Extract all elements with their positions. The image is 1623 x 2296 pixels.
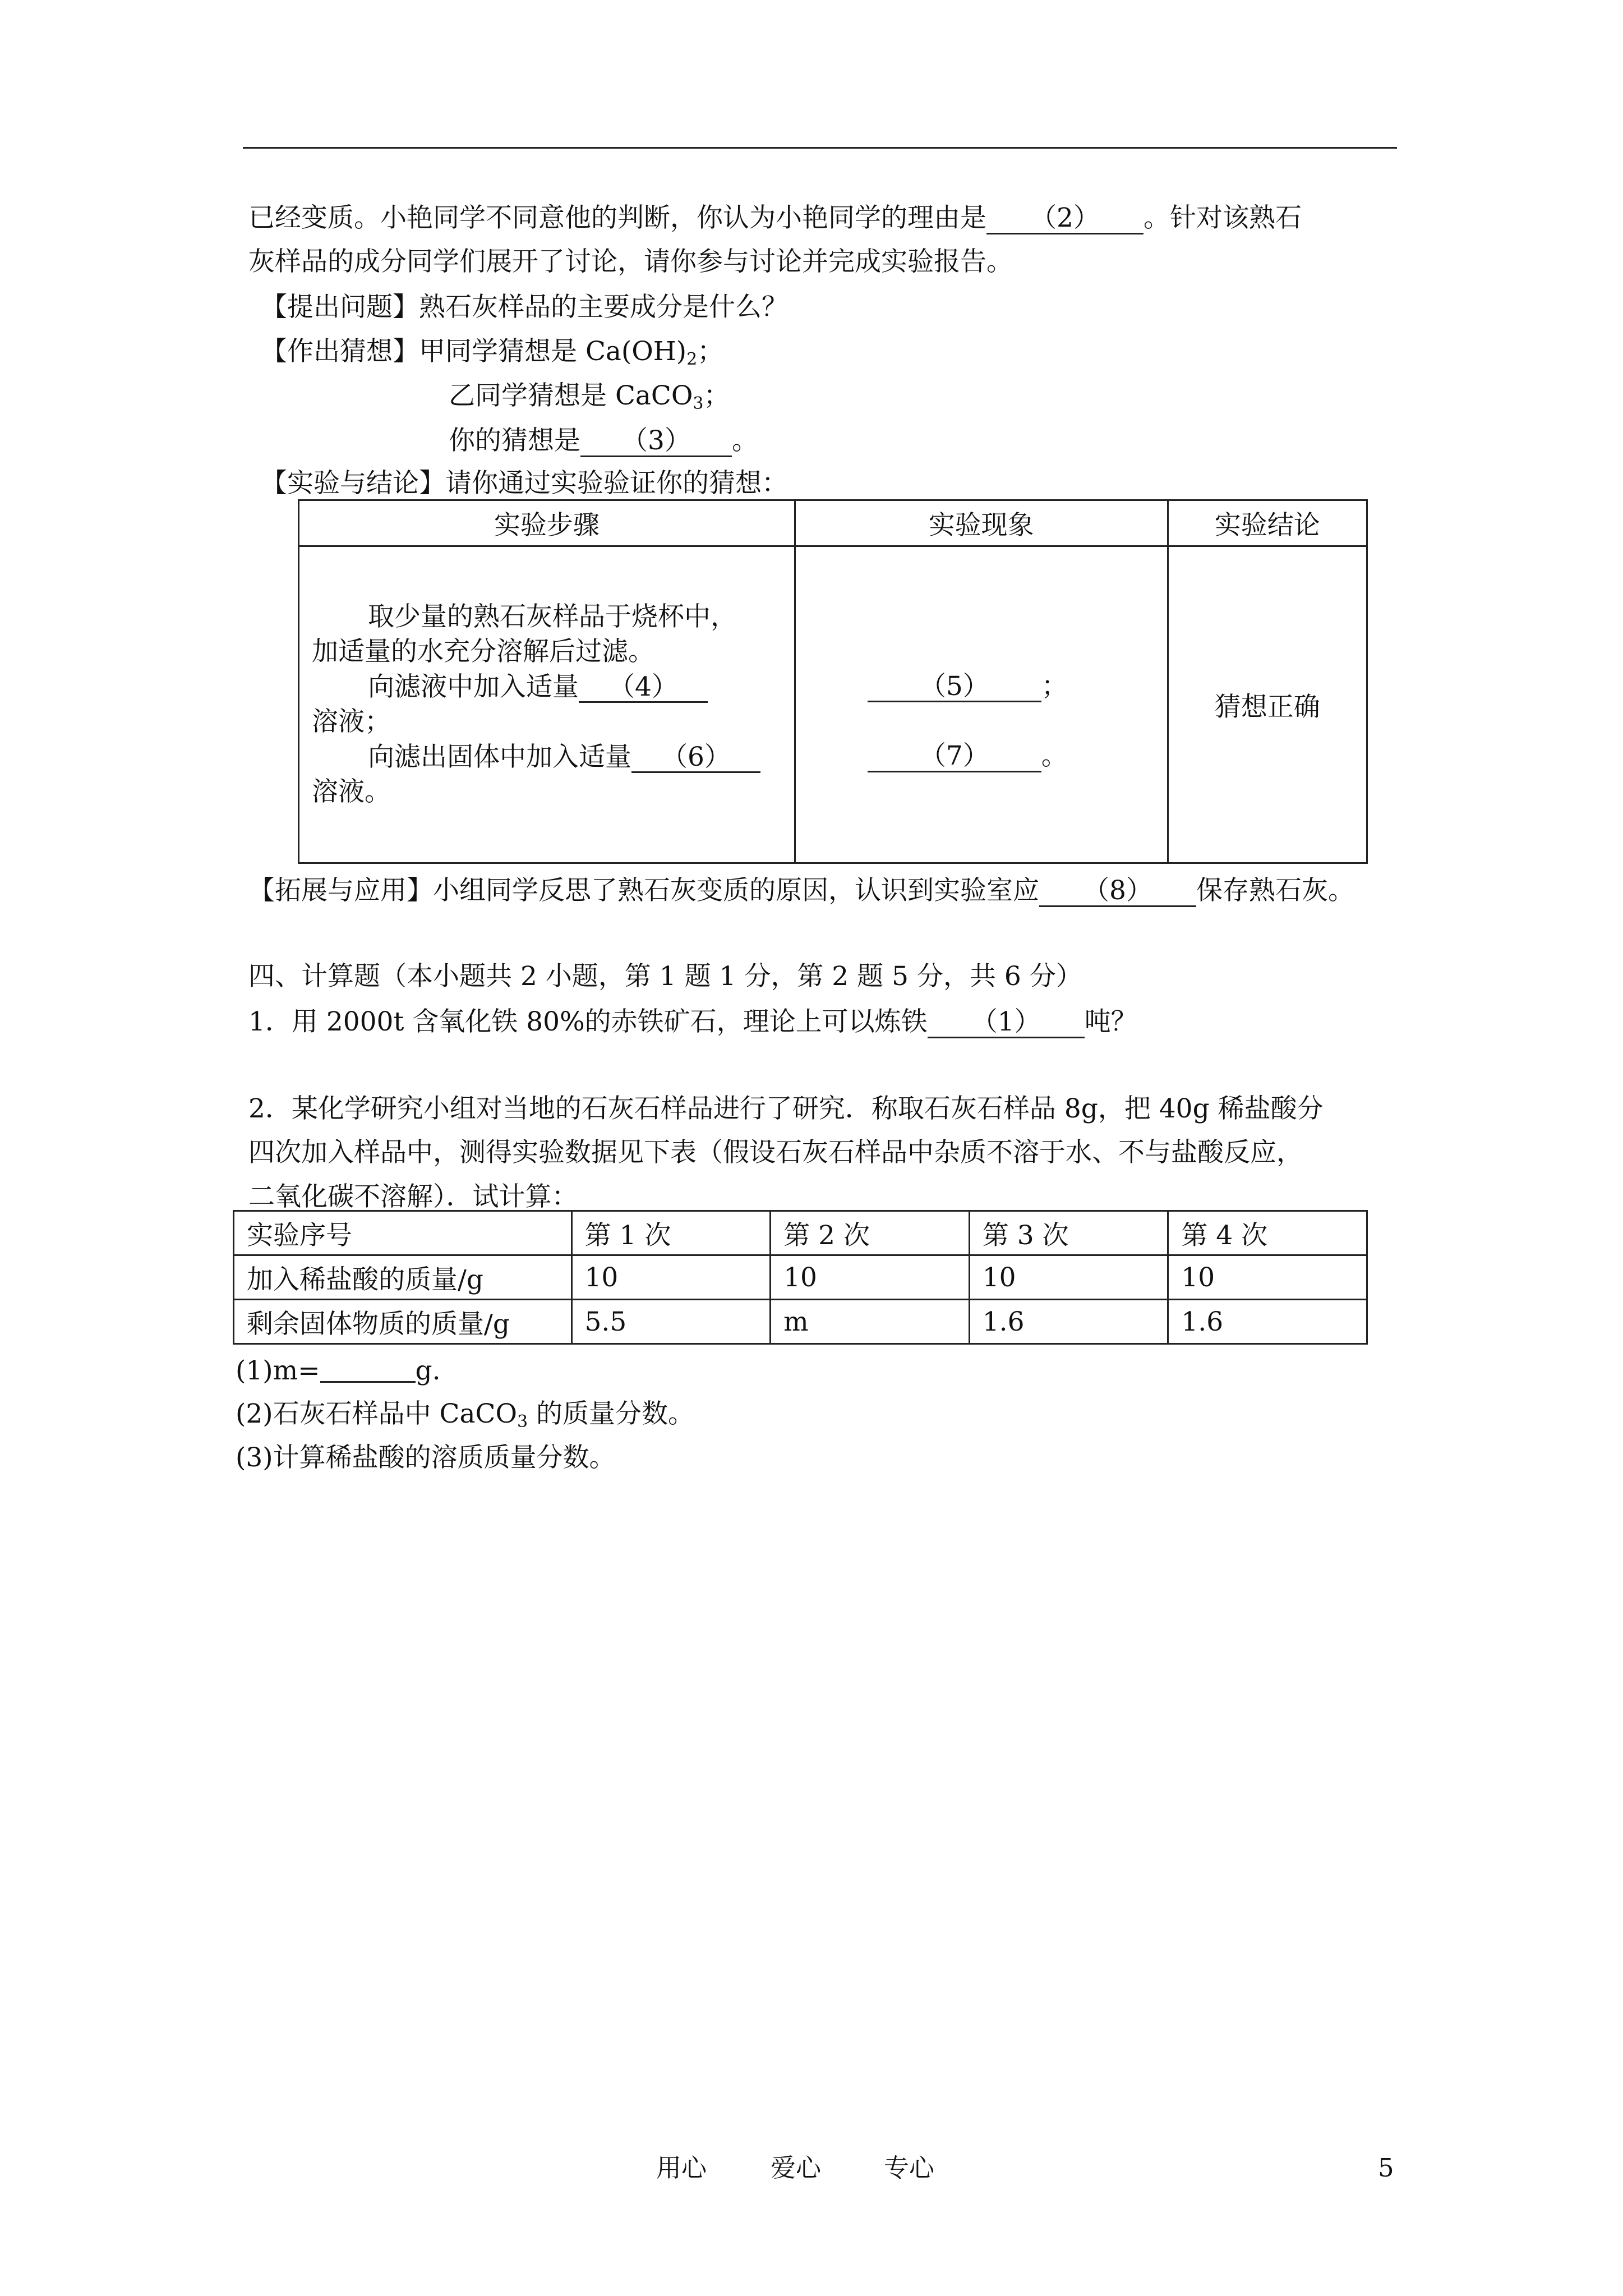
question-1-suffix: 吨？ [1084, 1006, 1137, 1037]
step-1 [312, 600, 784, 635]
question-2-line-2: 四次加入样品中，测得实验数据见下表（假设石灰石样品中杂质不溶于水、不与盐酸反应， [248, 1137, 1303, 1168]
table-cell: 第 3 次 [969, 1211, 1168, 1255]
sub-question-2 [236, 1398, 695, 1432]
punctuation: 。 [1041, 740, 1068, 771]
hypothesis-tag: 【作出猜想】 [261, 336, 419, 367]
step-1-line-2: 加适量的水充分溶解后过滤。 [312, 636, 654, 667]
hypothesis-you-text: 你的猜想是 [449, 425, 580, 456]
data-table [233, 1210, 1368, 1345]
hypothesis-yi-text: 乙同学猜想是 CaCO [449, 380, 693, 411]
intro-line-2: 灰样品的成分同学们展开了讨论，请你参与讨论并完成实验报告。 [248, 246, 1013, 277]
table-row [234, 1255, 1367, 1300]
extension-line [248, 876, 1354, 907]
section-4-title: 四、计算题（本小题共 2 小题，第 1 题 1 分，第 2 题 5 分，共 6 分） [248, 961, 1082, 992]
blank-4: （4） [579, 673, 708, 703]
table-row [234, 1300, 1367, 1344]
question-tag: 【提出问题】 [261, 292, 419, 323]
extension-text-b: 保存熟石灰。 [1196, 875, 1354, 906]
table-cell: 实验序号 [234, 1211, 572, 1255]
experiment-text: 请你通过实验验证你的猜想： [445, 468, 788, 499]
observation-5 [868, 669, 1167, 705]
experiment-table [298, 499, 1368, 864]
table-cell: 加入稀盐酸的质量/g [234, 1255, 572, 1300]
header-cell: 实验步骤 [299, 500, 795, 546]
table-cell: 第 1 次 [571, 1211, 771, 1255]
table-cell: 10 [571, 1255, 771, 1300]
step-1-line-1: 取少量的熟石灰样品于烧杯中， [368, 601, 737, 632]
subscript: 3 [517, 1412, 528, 1432]
table-row [299, 546, 1367, 863]
intro-text-b: 。针对该熟石 [1144, 203, 1302, 233]
table-row [234, 1211, 1367, 1255]
experiment-intro [261, 468, 788, 499]
intro-text-a: 已经变质。小艳同学不同意他的判断，你认为小艳同学的理由是 [248, 203, 986, 233]
step-3 [312, 740, 784, 775]
question-2-line-1: 2．某化学研究小组对当地的石灰石样品进行了研究．称取石灰石样品 8g，把 40g 稀盐酸分 [248, 1093, 1324, 1124]
footer-motto-3: 专心 [884, 2153, 935, 2183]
table-cell: 1.6 [1168, 1300, 1367, 1344]
hypothesis-jia-text: 甲同学猜想是 Ca(OH) [419, 336, 687, 367]
question-1-text: 1．用 2000t 含氧化铁 80%的赤铁矿石，理论上可以炼铁 [248, 1006, 928, 1037]
punctuation: ； [697, 336, 724, 367]
punctuation: 。 [732, 425, 758, 456]
experiment-tag: 【实验与结论】 [261, 468, 445, 499]
answer-blank [320, 1356, 416, 1383]
blank-3: （3） [580, 426, 732, 457]
punctuation: ； [703, 380, 730, 411]
step-2-suffix: 溶液； [312, 706, 391, 737]
table-cell: 5.5 [571, 1300, 771, 1344]
table-cell: 10 [969, 1255, 1168, 1300]
step-2-text: 向滤液中加入适量 [368, 671, 579, 702]
hypothesis-yi [449, 380, 730, 413]
sub-question-1-unit: g. [415, 1355, 441, 1386]
sub-question-2-suffix: 的质量分数。 [528, 1398, 695, 1429]
question-line [261, 292, 788, 323]
sub-question-2-text: (2)石灰石样品中 CaCO [236, 1398, 517, 1429]
hypothesis-you [449, 426, 758, 457]
subscript: 3 [693, 394, 704, 413]
blank-7: （7） [868, 742, 1041, 772]
step-3-text: 向滤出固体中加入适量 [368, 741, 631, 772]
intro-line-1 [248, 204, 1302, 234]
footer-motto-1: 用心 [656, 2153, 707, 2183]
table-cell: 10 [771, 1255, 970, 1300]
extension-tag: 【拓展与应用】 [248, 875, 433, 906]
steps-cell [299, 546, 795, 863]
table-cell: 第 2 次 [771, 1211, 970, 1255]
blank-5: （5） [868, 672, 1041, 703]
step-3-suffix: 溶液。 [312, 776, 391, 807]
question-text: 熟石灰样品的主要成分是什么？ [419, 292, 788, 323]
sub-question-3: (3)计算稀盐酸的溶质质量分数。 [236, 1442, 616, 1473]
sub-question-1-text: (1)m= [236, 1355, 320, 1386]
blank-q1: （1） [928, 1007, 1085, 1038]
step-2 [312, 670, 784, 705]
page-number: 5 [1378, 2153, 1394, 2183]
extension-text-a: 小组同学反思了熟石灰变质的原因，认识到实验室应 [433, 875, 1039, 906]
observation-7 [868, 739, 1167, 774]
footer-motto-2: 爱心 [771, 2153, 822, 2183]
table-cell: 10 [1168, 1255, 1367, 1300]
blank-6: （6） [631, 743, 760, 774]
header-rule [243, 147, 1397, 149]
header-cell: 实验现象 [795, 500, 1168, 546]
sub-question-1 [236, 1356, 441, 1384]
hypothesis-jia [261, 336, 724, 369]
blank-2: （2） [986, 204, 1144, 234]
conclusion-cell: 猜想正确 [1168, 546, 1367, 863]
punctuation: ； [1041, 670, 1068, 702]
subscript: 2 [686, 349, 698, 369]
observation-cell [795, 546, 1168, 863]
question-1 [248, 1007, 1137, 1038]
table-cell: 剩余固体物质的质量/g [234, 1300, 572, 1344]
blank-8: （8） [1039, 876, 1196, 907]
header-cell: 实验结论 [1168, 500, 1367, 546]
table-row [299, 500, 1367, 546]
table-cell: 第 4 次 [1168, 1211, 1367, 1255]
question-2-line-3: 二氧化碳不溶解）．试计算： [248, 1181, 578, 1212]
table-cell: m [771, 1300, 970, 1344]
table-cell: 1.6 [969, 1300, 1168, 1344]
